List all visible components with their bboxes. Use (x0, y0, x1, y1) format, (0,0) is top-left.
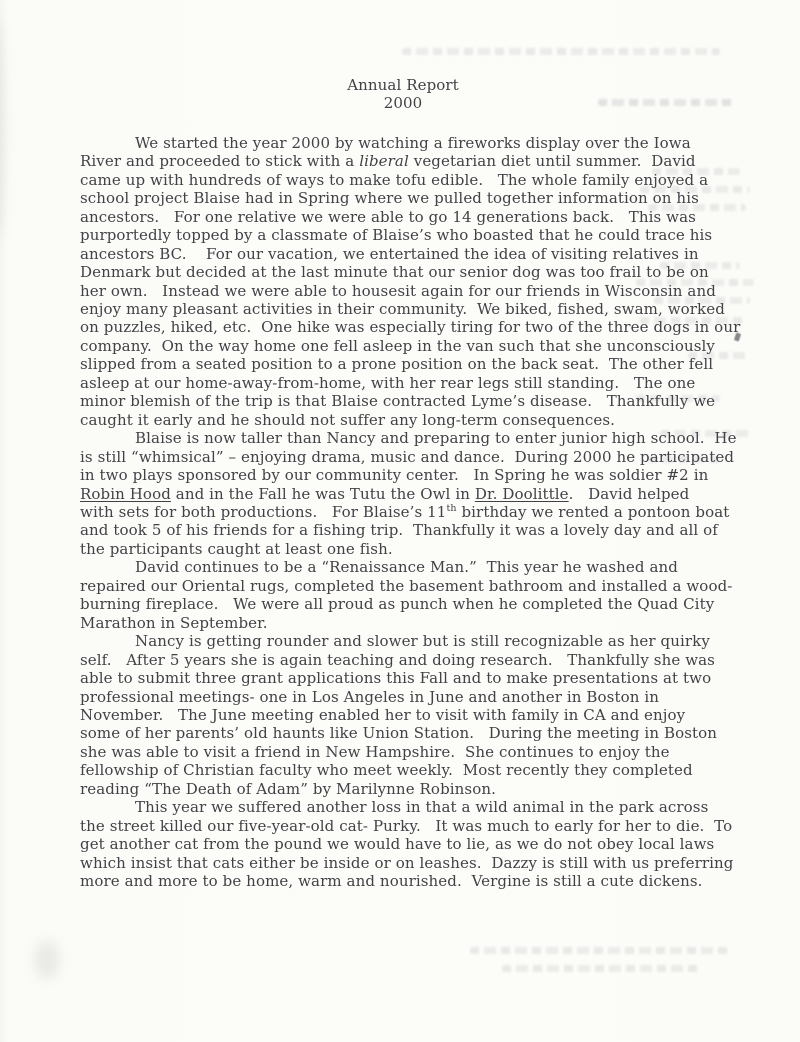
text-segment: came up with hundreds of ways to make tofu edible. The whole family enjoyed a (80, 170, 709, 189)
text-line (80, 706, 760, 724)
text-line (80, 337, 760, 355)
text-segment: November. The June meeting enabled her to visit with family in CA and enjoy (80, 705, 686, 724)
text-line (80, 651, 760, 669)
text-segment: professional meetings- one in Los Angeles in June and another in Boston in (80, 687, 659, 706)
text-segment: Denmark but decided at the last minute that our senior dog was too frail to be on (80, 263, 709, 282)
text-segment: Blaise is now taller than Nancy and preparing to enter junior high school. He (135, 429, 737, 448)
text-segment: the participants caught at least one fish. (80, 539, 393, 558)
text-line (80, 540, 760, 558)
text-line (80, 171, 760, 189)
text-segment: company. On the way home one fell asleep in the van such that she unconsciously (80, 336, 715, 355)
text-segment: her own. Instead we were able to housesit again for our friends in Wisconsin and (80, 281, 716, 300)
text-line (80, 392, 760, 410)
text-segment: slipped from a seated position to a prone position on the back seat. The other fell (80, 355, 714, 374)
text-segment: th (446, 502, 457, 514)
document-body (80, 134, 760, 891)
text-segment: ancestors BC. For our vacation, we entertained the idea of visiting relatives in (80, 244, 699, 263)
text-segment: repaired our Oriental rugs, completed the basement bathroom and installed a wood- (80, 576, 733, 595)
text-segment: ancestors. For one relative we were able to go 14 generations back. This was (80, 207, 696, 226)
text-segment: more and more to be home, warm and nourished. Vergine is still a cute dickens. (80, 872, 703, 891)
text-line (80, 614, 760, 632)
text-segment: and took 5 of his friends for a fishing trip. Thankfully it was a lovely day and all of (80, 521, 718, 540)
title-line-2: 2000 (383, 94, 423, 113)
text-line (80, 318, 760, 336)
text-segment: River and proceeded to stick with a (80, 152, 360, 171)
text-line (80, 558, 760, 576)
text-segment: birthday we rented a pontoon boat (456, 502, 730, 521)
text-segment: some of her parents’ old haunts like Union Station. During the meeting in Boston (80, 724, 718, 743)
text-segment: Marathon in September. (80, 613, 268, 632)
text-segment: We started the year 2000 by watching a fireworks display over the Iowa (135, 133, 691, 152)
scan-smudge (34, 940, 60, 980)
text-segment: Dr. Doolittle (474, 484, 569, 503)
text-segment: able to submit three grant applications this Fall and to make presentations at two (80, 669, 712, 688)
text-line (80, 503, 760, 521)
text-line (80, 355, 760, 373)
text-segment: enjoy many pleasant activities in their community. We biked, fished, swam, worked (80, 299, 725, 318)
text-line (80, 743, 760, 761)
text-line (80, 761, 760, 779)
text-line (80, 521, 760, 539)
text-line (80, 817, 760, 835)
text-segment: . David helped (568, 484, 690, 503)
document-title (80, 76, 726, 113)
bleedthrough-mark (502, 965, 700, 972)
text-segment: caught it early and he should not suffer any long-term consequences. (80, 410, 616, 429)
text-line (80, 134, 760, 152)
text-segment: minor blemish of the trip is that Blaise contracted Lyme’s disease. Thankfully we (80, 392, 716, 411)
text-line (80, 780, 760, 798)
title-line-1: Annual Report (347, 76, 459, 94)
text-segment: burning fireplace. We were all proud as punch when he completed the Quad City (80, 595, 715, 614)
text-line (80, 189, 760, 207)
text-line (80, 835, 760, 853)
text-line (80, 669, 760, 687)
text-line (80, 411, 760, 429)
text-segment: liberal (359, 152, 409, 171)
text-line (80, 632, 760, 650)
text-segment: she was able to visit a friend in New Hampshire. She continues to enjoy the (80, 742, 670, 761)
text-segment: Robin Hood (80, 484, 171, 503)
text-segment: which insist that cats either be inside or on leashes. Dazzy is still with us preferring (80, 853, 734, 872)
text-segment: fellowship of Christian faculty who meet weekly. Most recently they completed (80, 761, 693, 780)
text-line (80, 724, 760, 742)
bleedthrough-mark (470, 947, 732, 954)
text-segment: school project Blaise had in Spring where we pulled together information on his (80, 189, 699, 208)
text-segment: get another cat from the pound we would have to lie, as we do not obey local laws (80, 835, 715, 854)
text-line (80, 374, 760, 392)
text-line (80, 429, 760, 447)
text-segment: and in the Fall he was Tutu the Owl in (170, 484, 475, 503)
text-line (80, 688, 760, 706)
text-line (80, 152, 760, 170)
text-line (80, 245, 760, 263)
bleedthrough-mark (402, 48, 720, 55)
text-segment: vegetarian diet until summer. David (408, 152, 696, 171)
text-segment: is still “whimsical” – enjoying drama, music and dance. During 2000 he participated (80, 447, 735, 466)
text-segment: with sets for both productions. For Blaise’s 11 (80, 502, 447, 521)
document (80, 76, 760, 890)
text-line (80, 466, 760, 484)
text-line (80, 282, 760, 300)
text-line (80, 300, 760, 318)
text-segment: the street killed our five-year-old cat- Purky. It was much to early for her to die. To (80, 816, 733, 835)
text-line (80, 226, 760, 244)
text-line (80, 448, 760, 466)
text-line (80, 595, 760, 613)
text-line (80, 263, 760, 281)
text-segment: reading “The Death of Adam” by Marilynne Robinson. (80, 779, 496, 798)
text-segment: purportedly topped by a classmate of Blaise’s who boasted that he could trace his (80, 226, 713, 245)
text-line (80, 485, 760, 503)
text-segment: in two plays sponsored by our community center. In Spring he was soldier #2 in (80, 466, 709, 485)
text-segment: Nancy is getting rounder and slower but is still recognizable as her quirky (135, 632, 710, 651)
text-segment: self. After 5 years she is again teaching and doing research. Thankfully she was (80, 650, 715, 669)
text-segment: David continues to be a “Renaissance Man.” This year he washed and (135, 558, 678, 577)
text-line (80, 798, 760, 816)
scan-smudge (0, 20, 4, 240)
text-line (80, 872, 760, 890)
text-line (80, 854, 760, 872)
text-segment: asleep at our home-away-from-home, with her rear legs still standing. The one (80, 373, 696, 392)
text-line (80, 577, 760, 595)
text-segment: This year we suffered another loss in that a wild animal in the park across (135, 798, 709, 817)
text-line (80, 208, 760, 226)
text-segment: on puzzles, hiked, etc. One hike was especially tiring for two of the three dogs in our (80, 318, 741, 337)
